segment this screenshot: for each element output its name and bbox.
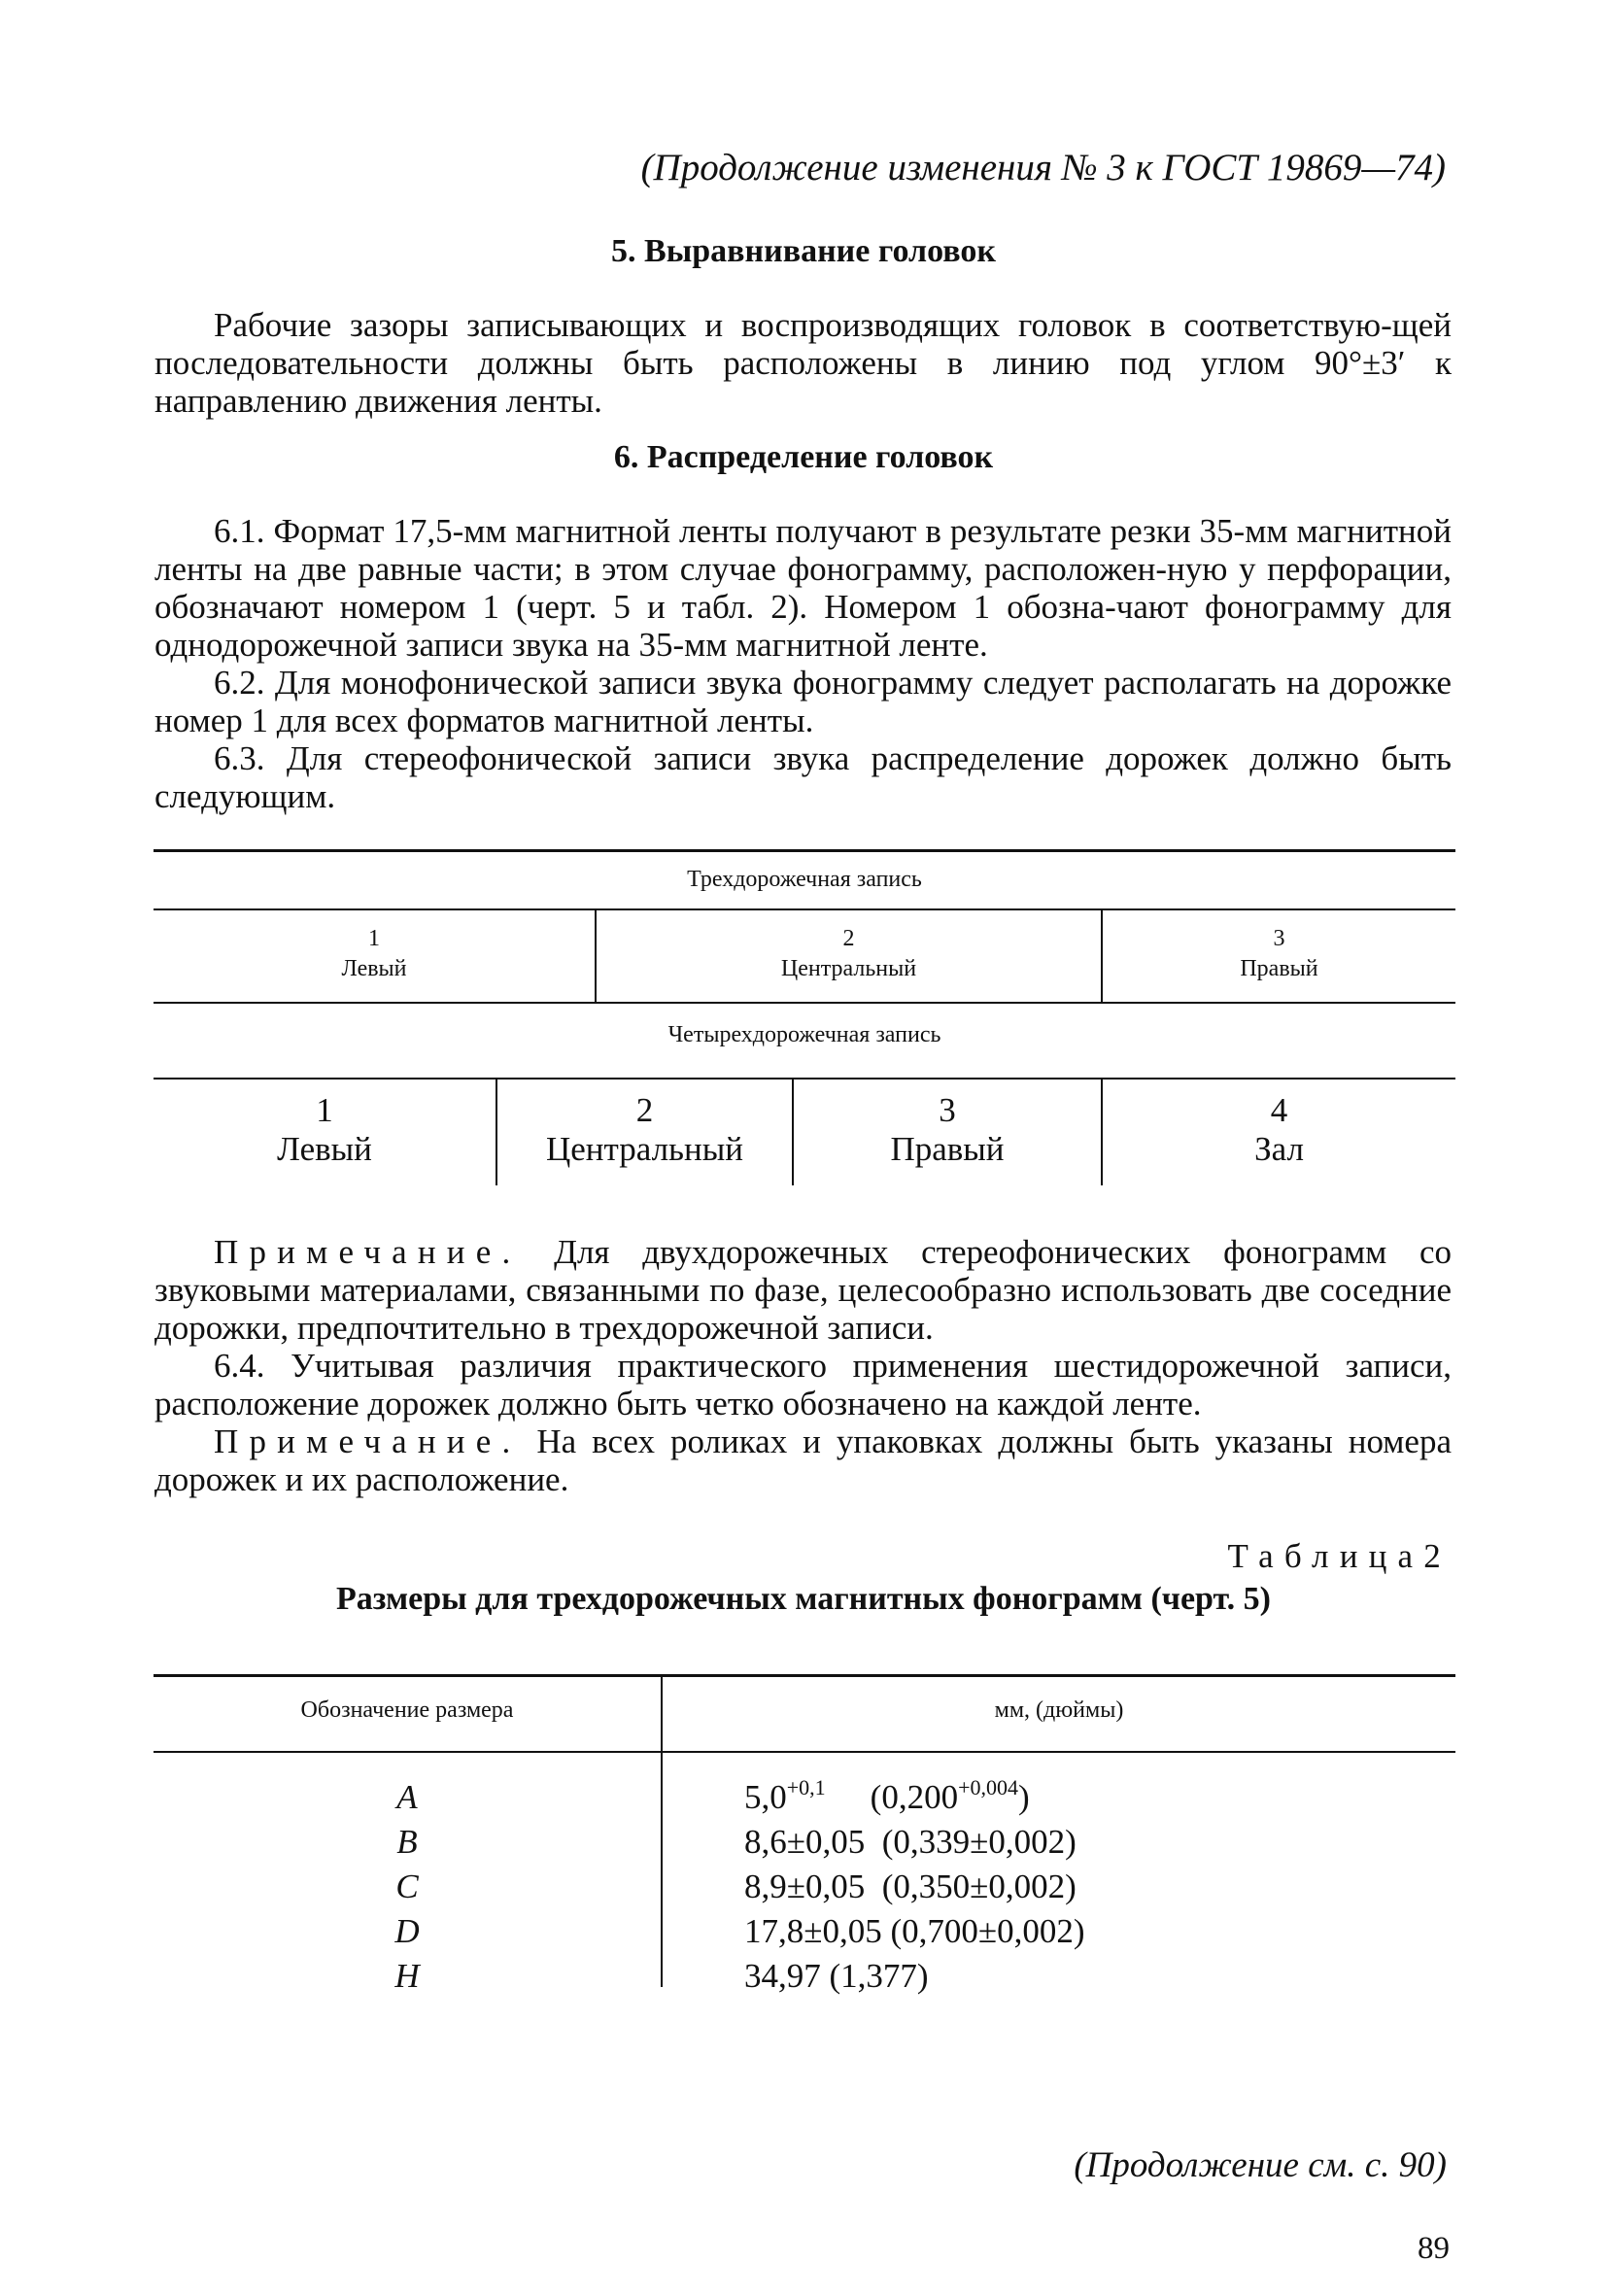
inch-tolerance: +0,004	[958, 1775, 1018, 1799]
four-track-cell-3	[794, 1091, 1101, 1169]
note-1	[154, 1233, 1452, 1347]
notes-block	[154, 1233, 1452, 1498]
paragraph-6-4: 6.4. Учитывая различия практического применения шестидорожечной записи, расположение дорожек должно быть четко обозначено на каждой ленте.	[154, 1347, 1452, 1422]
section-5-paragraph: Рабочие зазоры записывающих и воспроизводящих головок в соответствую-щей последовательности должны быть расположены в линию под углом 90°±3′ к направлению движения ленты.	[154, 306, 1452, 420]
paragraph-6-3: 6.3. Для стереофонической записи звука распределение дорожек должно быть следующим.	[154, 739, 1452, 815]
note-label: Примечание.	[214, 1233, 522, 1271]
section-5-text	[154, 306, 1452, 420]
table-row	[154, 1868, 1455, 1916]
track-name: Правый	[1240, 956, 1318, 981]
table-row	[154, 1912, 1455, 1961]
four-track-cell-2	[497, 1091, 792, 1169]
track-name: Левый	[341, 956, 407, 981]
table-rule	[154, 908, 1455, 910]
track-name: Левый	[277, 1130, 372, 1168]
section-5-title: 5. Выравнивание головок	[611, 233, 996, 269]
four-track-cell-1	[154, 1091, 496, 1169]
track-number: 4	[1270, 1091, 1288, 1129]
col-header-designation: Обозначение размера	[300, 1697, 514, 1723]
track-number: 2	[842, 926, 855, 951]
dimension-symbol: D	[394, 1912, 420, 1950]
track-number: 3	[1273, 926, 1285, 951]
track-number: 1	[316, 1091, 333, 1129]
table-rule	[154, 1751, 1455, 1753]
three-track-cell-1	[154, 924, 595, 984]
table-2-title: Размеры для трехдорожечных магнитных фонограмм (черт. 5)	[336, 1581, 1271, 1617]
dimension-symbol: A	[396, 1778, 418, 1816]
note-2	[154, 1422, 1452, 1498]
dimension-value: 34,97 (1,377)	[744, 1957, 929, 1995]
paragraph-6-1: 6.1. Формат 17,5-мм магнитной ленты получают в результате резки 35-мм магнитной ленты на две равные части; в этом случае фонограмму, расположен-ную у перфорации, обозначают номером 1 (черт. 5 и табл. 2). Номером 1 обозна-чают фонограмму для однодорожечной записи звука на 35-мм магнитной ленте.	[154, 512, 1452, 664]
table-rule	[154, 1078, 1455, 1079]
table-row	[154, 1957, 1455, 2005]
track-name: Зал	[1254, 1130, 1304, 1168]
note-label: Примечание.	[214, 1422, 522, 1460]
inch-value: (0,200	[870, 1778, 959, 1816]
four-track-header: Четырехдорожечная запись	[667, 1022, 941, 1047]
page-number: 89	[1418, 2231, 1450, 2266]
table-row	[154, 1823, 1455, 1871]
table-row	[154, 1775, 1455, 1827]
three-track-cell-2	[597, 924, 1101, 984]
note-text: Для двухдорожечных стереофонических фонограмм со звуковыми материалами, связанными по фазе, целесообразно использовать две соседние дорожки, предпочтительно в трехдорожечной записи.	[154, 1233, 1452, 1347]
dimension-value	[744, 1775, 1030, 1817]
dimension-symbol: C	[395, 1868, 419, 1905]
dimension-value: 17,8±0,05 (0,700±0,002)	[744, 1912, 1085, 1950]
inch-close: )	[1018, 1778, 1030, 1816]
continuation-note: (Продолжение см. с. 90)	[1074, 2145, 1447, 2185]
section-6-text	[154, 512, 1452, 815]
track-name: Правый	[890, 1130, 1005, 1168]
paragraph-6-2: 6.2. Для монофонической записи звука фонограмму следует располагать на дорожке номер 1 для всех форматов магнитной ленты.	[154, 664, 1452, 739]
dimension-symbol: B	[396, 1823, 418, 1861]
track-number: 2	[635, 1091, 654, 1129]
mm-tolerance: +0,1	[786, 1775, 826, 1799]
dimension-value: 8,9±0,05 (0,350±0,002)	[744, 1868, 1077, 1905]
header-note: (Продолжение изменения № 3 к ГОСТ 19869—74)	[640, 147, 1446, 188]
mm-value: 5,0	[744, 1778, 787, 1816]
dimension-value: 8,6±0,05 (0,339±0,002)	[744, 1823, 1077, 1861]
col-header-mm: мм, (дюймы)	[994, 1697, 1124, 1723]
track-name: Центральный	[545, 1130, 743, 1168]
track-number: 3	[939, 1091, 956, 1129]
track-name: Центральный	[780, 956, 917, 981]
note-text: На всех роликах и упаковках должны быть указаны номера дорожек и их расположение.	[154, 1422, 1452, 1498]
table-rule	[154, 849, 1455, 852]
four-track-cell-4	[1103, 1091, 1455, 1169]
section-6-title: 6. Распределение головок	[613, 439, 994, 475]
three-track-header: Трехдорожечная запись	[687, 867, 922, 892]
table-rule	[154, 1002, 1455, 1004]
track-number: 1	[368, 926, 380, 951]
table-2-number: Таблица2	[1227, 1537, 1452, 1575]
three-track-cell-3	[1103, 924, 1455, 984]
dimension-symbol: H	[394, 1957, 420, 1995]
table-rule	[154, 1674, 1455, 1677]
